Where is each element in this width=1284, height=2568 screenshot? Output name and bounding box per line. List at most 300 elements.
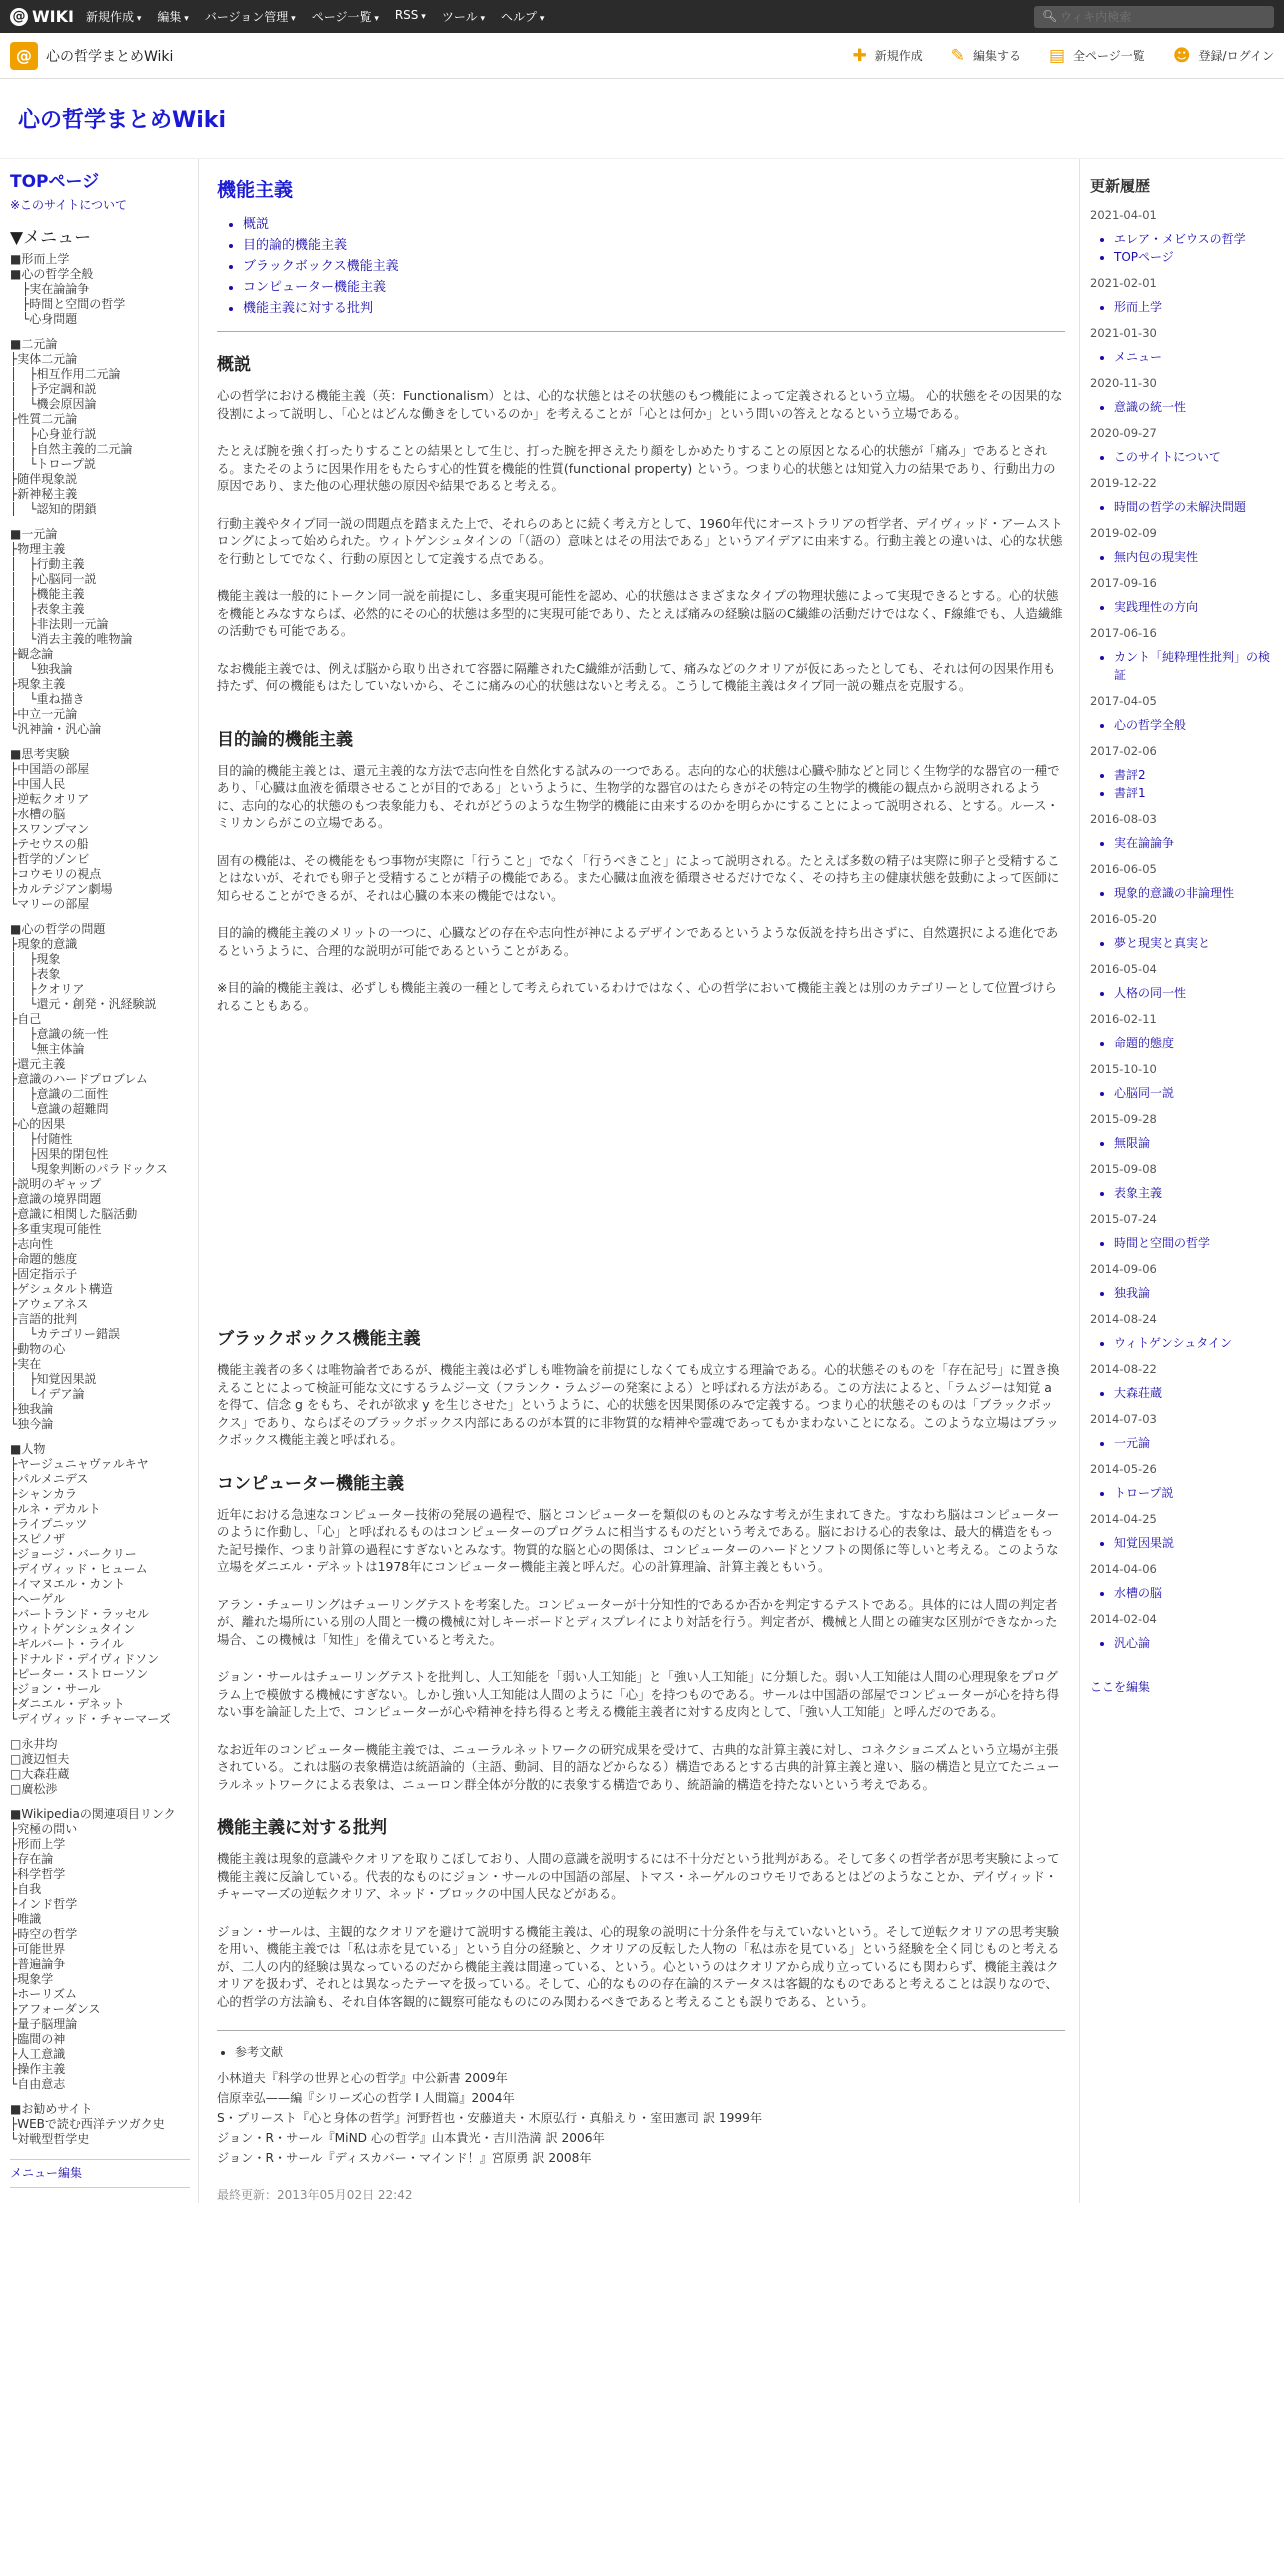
change-date: 2014-04-25 (1090, 1512, 1157, 1526)
change-link[interactable]: • 知覚因果説 (1114, 1534, 1274, 1552)
change-list (1090, 1534, 1274, 1552)
menu-group (10, 527, 190, 737)
change-link[interactable]: • カント「純粋理性批判」の検証 (1114, 648, 1274, 684)
change-list (1090, 1234, 1274, 1252)
change-link[interactable]: • TOPページ (1114, 248, 1274, 266)
site-title[interactable]: 心の哲学まとめWiki (18, 108, 226, 133)
change-date: 2015-07-24 (1090, 1212, 1157, 1226)
sidebar-item[interactable]: │ └消去主義的唯物論 (10, 632, 133, 646)
change-link[interactable]: • 表象主義 (1114, 1184, 1274, 1202)
sidebar-item[interactable]: ├中国語の部屋 (10, 762, 90, 776)
change-link[interactable]: • 時間の哲学の未解決問題 (1114, 498, 1274, 516)
edit-button[interactable] (951, 46, 1021, 66)
change-date: 2017-04-05 (1090, 694, 1157, 708)
menu-group (10, 252, 190, 327)
sidebar-item[interactable]: │ ├非法則一元論 (10, 617, 109, 631)
edit-label: 編集する (972, 49, 1021, 63)
change-date: 2016-08-03 (1090, 812, 1157, 826)
change-link[interactable]: • 心脳同一説 (1114, 1084, 1274, 1102)
sidebar-item[interactable]: └対戦型哲学史 (10, 2132, 90, 2146)
change-link[interactable]: • このサイトについて (1114, 448, 1274, 466)
change-date: 2017-02-06 (1090, 744, 1157, 758)
paragraph: 目的論的機能主義とは、還元主義的な方法で志向性を自然化する試みの一つである。志向的な心的状態は心臓や肺などと同じく生物学的な器官の一種であり、「心臓は血液を循環させることが目的である」というように、生物学的な器官のはたらきがその特定の生物学的機能の観点から説明されるように、志向的な心的状態のもつ表象能力も、それがどうのような生物学的機能に由来するのかを明らかにすることによって説明される、とする。ルース・ミリカンらがこの立場である。 (217, 762, 1060, 830)
change-link[interactable]: • 時間と空間の哲学 (1114, 1234, 1274, 1252)
sidebar-item[interactable]: │ ├心身並行説 (10, 427, 97, 441)
sidebar-item[interactable]: └汎神論・汎心論 (10, 722, 102, 736)
sidebar-item[interactable]: │ └重ね描き (10, 692, 85, 706)
change-list (1090, 1084, 1274, 1102)
login-button[interactable] (1173, 46, 1274, 66)
paragraph: たとえば腕を強く打ったりすることの結果として生じ、打った腕を押さえたり顔をしかめたりすることの原因となる心的状態が「痛み」であるとされる。またそのように因果作用をもたらす心的性質を機能的性質(functional property) という。つまり心的状態とは知覚入力の結果であり、行動出力の原因であり、また他の心理状態の原因や結果であると考える。 (217, 443, 1056, 493)
sidebar-item[interactable]: ├存在論 (10, 1852, 54, 1866)
sidebar-item[interactable]: ├物理主義 (10, 542, 66, 556)
sidebar-item[interactable]: └自由意志 (10, 2077, 66, 2091)
change-date: 2014-04-06 (1090, 1562, 1157, 1576)
menu-group (10, 1442, 190, 1727)
sidebar-item[interactable]: │ ├表象主義 (10, 602, 85, 616)
sidebar-item[interactable]: ├パルメニデス (10, 1472, 89, 1486)
change-link[interactable]: • 書評1 (1114, 784, 1274, 802)
sidebar-item[interactable]: │ └トロープ説 (10, 457, 96, 471)
change-link[interactable]: • 意識の統一性 (1114, 398, 1274, 416)
change-link[interactable]: • 心の哲学全般 (1114, 716, 1274, 734)
menu-group (10, 1737, 190, 1797)
sidebar-item[interactable]: ├スワンプマン (10, 822, 90, 836)
sidebar-item[interactable]: ├唯識 (10, 1912, 42, 1926)
sidebar-item[interactable]: │ └現象判断のパラドックス (10, 1162, 168, 1176)
sidebar-item[interactable]: └マリーの部屋 (10, 897, 90, 911)
paragraph: ※目的論的機能主義は、必ずしも機能主義の一種として考えられているわけではなく、心の哲学において機能主義とは別のカテゴリーとして位置づけられることもある。 (217, 980, 1057, 1013)
sidebar-item[interactable]: ├ホーリズム (10, 1987, 77, 2001)
change-link[interactable]: • エレア・メビウスの哲学 (1114, 230, 1274, 248)
references-heading: • 参考文献 (235, 2043, 1065, 2060)
change-list (1090, 984, 1274, 1002)
sidebar-item[interactable]: ├ジョン・サール (10, 1682, 101, 1696)
sub-header (0, 33, 1284, 79)
menu-group (10, 1807, 190, 2092)
paragraph: 心の哲学における機能主義（英：Functionalism）とは、心的な状態とはその状態のもつ機能によって定義されるという立場。 心的状態をその因果的な役割によって説明し、「心とはどんな働きをしているのか」を考えることが「心とは何か」という問いの答えとなるという立場である。 (217, 388, 1063, 421)
change-link[interactable]: • 人格の同一性 (1114, 984, 1274, 1002)
divider (217, 331, 1065, 332)
change-link[interactable]: • トロープ説 (1114, 1484, 1274, 1502)
sidebar-item[interactable]: ├カルテジアン劇場 (10, 882, 113, 896)
sidebar-item[interactable]: ├時空の哲学 (10, 1927, 78, 1941)
change-link[interactable]: • 書評2 (1114, 766, 1274, 784)
sidebar-item[interactable]: □廣松渉 (10, 1782, 58, 1796)
sidebar-item[interactable]: │ └還元・創発・汎経験説 (10, 997, 157, 1011)
sidebar-item[interactable]: ├実在論論争 (10, 282, 90, 296)
change-link[interactable]: • 独我論 (1114, 1284, 1274, 1302)
sidebar-item[interactable]: │ ├心脳同一説 (10, 572, 97, 586)
change-date: 2014-05-26 (1090, 1462, 1157, 1476)
sidebar-item[interactable]: ├水槽の脳 (10, 807, 66, 821)
change-list (1090, 1034, 1274, 1052)
change-link[interactable]: • 汎心論 (1114, 1634, 1274, 1652)
page-title: 機能主義 (217, 179, 294, 201)
sidebar-item[interactable]: ├意識のハードプロブレム (10, 1072, 148, 1086)
sidebar-item[interactable]: ■形而上学 (10, 252, 70, 266)
sidebar-menu (10, 252, 190, 2147)
sidebar-item[interactable]: ├説明のギャップ (10, 1177, 102, 1191)
sidebar-item[interactable]: ├現象的意識 (10, 937, 78, 951)
sidebar-item[interactable]: │ ├予定調和説 (10, 382, 97, 396)
sidebar-item[interactable]: ├哲学的ゾンビ (10, 852, 90, 866)
sidebar-item[interactable]: ■人物 (10, 1442, 46, 1456)
sidebar-item[interactable]: ■二元論 (10, 337, 58, 351)
sidebar-item[interactable]: ├意識の境界問題 (10, 1192, 102, 1206)
menu-rss[interactable]: RSS ▾ (395, 8, 426, 25)
menu-group (10, 922, 190, 1432)
change-link[interactable]: • 一元論 (1114, 1434, 1274, 1452)
reference-item: 信原幸弘——編『シリーズ心の哲学 I 人間篇』2004年 (217, 2091, 515, 2105)
change-link[interactable]: • 命題的態度 (1114, 1034, 1274, 1052)
sidebar-item[interactable]: ├コウモリの視点 (10, 867, 102, 881)
wiki-logo[interactable] (10, 7, 74, 26)
change-list (1090, 1384, 1274, 1402)
sidebar-item[interactable]: │ └認知的閉鎖 (10, 502, 97, 516)
section-heading: 機能主義に対する批判 (217, 1818, 387, 1838)
sidebar-item[interactable]: ├インド哲学 (10, 1897, 78, 1911)
sidebar-item[interactable]: ├ジョージ・バークリー (10, 1547, 137, 1561)
sidebar-item[interactable]: ├科学哲学 (10, 1867, 66, 1881)
sidebar-item[interactable]: ├ダニエル・デネット (10, 1697, 125, 1711)
sidebar-item[interactable]: └心身問題 (10, 312, 78, 326)
sidebar-item[interactable]: │ ├付随性 (10, 1132, 73, 1146)
new-page-label: 新規作成 (874, 49, 923, 63)
change-date: 2019-12-22 (1090, 476, 1157, 490)
search-input[interactable] (1034, 6, 1274, 28)
sidebar-item[interactable]: │ └機会原因論 (10, 397, 97, 411)
references-list (235, 2043, 1065, 2060)
change-list (1090, 934, 1274, 952)
change-list (1090, 348, 1274, 366)
all-pages-label: 全ページ一覧 (1073, 49, 1145, 63)
change-list (1090, 716, 1274, 734)
change-list (1090, 398, 1274, 416)
sidebar-item[interactable]: ├アウェアネス (10, 1297, 89, 1311)
paragraph: 機能主義者の多くは唯物論者であるが、機能主義は必ずしも唯物論を前提にしなくても成立する理論である。心的状態そのものを「存在記号」に置き換えることによって検証可能な文にするラムジー文（フランク・ラムジーの発案による）と呼ばれる方法がある。この方法によると、「ラムジーは知覚 a を得て、信念 g をもち、それが欲求 y を生じさせた」というように、心的状態を因果関係のみで定義する。つまり心的状態そのものは「ブラックボックス」であり、ならばそのブラックボックス内部にあるのが本質的に非物質的な精神や霊魂であってもかまわないことになる。このような立場はブラックボックス機能主義と呼ばれる。 (217, 1362, 1060, 1447)
sidebar-item[interactable]: ├スピノザ (10, 1532, 66, 1546)
sidebar-item[interactable]: ├形而上学 (10, 1837, 66, 1851)
change-date: 2014-02-04 (1090, 1612, 1157, 1626)
sidebar-item[interactable]: ├固定指示子 (10, 1267, 78, 1281)
pencil-icon: ✎ (950, 45, 965, 66)
sidebar-item[interactable]: ├自我 (10, 1882, 42, 1896)
reference-item: S・プリースト『心と身体の哲学』河野哲也・安藤道夫・木原弘行・真船えり・室田憲司 訳 1999年 (217, 2111, 763, 2125)
sidebar-item[interactable]: ├シャンカラ (10, 1487, 77, 1501)
sidebar-item[interactable]: │ └無主体論 (10, 1042, 85, 1056)
paragraph: 機能主義は一般的にトークン同一説を前提にし、多重実現可能性を認め、心的状態はさまざまなタイプの物理状態によって実現できるとする。心的状態を機能とみなすならば、必然的にその心的状態は多型的に実現可能であり、たとえば痛みの経験は脳のC繊維の活動だけではなく、F線維でも、人造繊維の活動でも可能である。 (217, 588, 1063, 638)
change-list (1090, 230, 1274, 266)
recent-changes-title: 更新履歴 (1090, 177, 1151, 195)
change-list (1090, 298, 1274, 316)
sidebar-item[interactable]: │ ├相互作用二元論 (10, 367, 121, 381)
sidebar-item[interactable]: │ └意識の超難問 (10, 1102, 109, 1116)
change-list (1090, 1434, 1274, 1452)
sidebar-item[interactable]: ├動物の心 (10, 1342, 66, 1356)
sidebar-item[interactable]: ├中国人民 (10, 777, 66, 791)
change-date: 2014-07-03 (1090, 1412, 1157, 1426)
sidebar-item[interactable]: ├逆転クオリア (10, 792, 90, 806)
section-heading: 目的論的機能主義 (217, 729, 353, 750)
change-date: 2015-09-28 (1090, 1112, 1157, 1126)
sidebar-item[interactable]: ├ライプニッツ (10, 1517, 88, 1531)
paragraph: なお機能主義では、例えば脳から取り出されて容器に隔離されたC繊維が活動して、痛みなどのクオリアが仮にあったとしても、それは何の因果作用も持たず、何の機能もはたしていないから、そこに痛みの心的状態はないと考える。こうして機能主義はタイプ同一説の難点を克服する。 (217, 660, 1056, 693)
change-list (1090, 1634, 1274, 1652)
top-page-link[interactable]: TOPページ (10, 172, 100, 192)
change-date: 2016-06-05 (1090, 862, 1157, 876)
site-name: 心の哲学まとめWiki (46, 48, 174, 65)
menu-heading: ▼メニュー (10, 228, 92, 248)
sidebar-item[interactable]: ├ヤージュニャヴァルキヤ (10, 1457, 149, 1471)
document-icon: ▤ (1048, 45, 1066, 66)
sidebar-item[interactable]: ├WEBで読む西洋テツガク史 (10, 2117, 165, 2131)
sidebar-item[interactable]: ├ウィトゲンシュタイン (10, 1622, 136, 1636)
login-label: 登録/ログイン (1198, 49, 1274, 63)
search-icon: 🔍︎ (1042, 8, 1058, 23)
sidebar-item[interactable]: ├命題的態度 (10, 1252, 78, 1266)
sidebar-item[interactable]: └デイヴィッド・チャーマーズ (10, 1712, 171, 1726)
sidebar-item[interactable]: ├テセウスの船 (10, 837, 89, 851)
sidebar-item[interactable]: │ ├行動主義 (10, 557, 85, 571)
menu-edit[interactable]: 編集 ▾ (157, 8, 188, 25)
paragraph: ジョン・サールはチューリングテストを批判し、人工知能を「弱い人工知能」と「強い人工知能」に分類した。弱い人工知能は人間の心理現象をプログラム上で模倣する機械にすぎない。しかし強い人工知能は人間のように「心」を持つものである。サールは中国語の部屋でコンピューターが心を持ち得ない事を論証した上で、コンピューターが心や精神を持ち得ると考える機能主義者に対する皮肉として、「強い人工知能」と呼んだのである。 (217, 1669, 1060, 1719)
change-link[interactable]: • メニュー (1114, 348, 1274, 366)
right-sidebar (1080, 159, 1284, 2203)
sidebar-item[interactable]: ├ルネ・デカルト (10, 1502, 101, 1516)
sidebar-item[interactable]: ■思考実験 (10, 747, 70, 761)
change-date: 2017-09-16 (1090, 576, 1157, 590)
sidebar-item[interactable]: ■Wikipediaの関連項目リンク (10, 1807, 176, 1821)
sidebar-item[interactable]: ├可能世界 (10, 1942, 66, 1956)
sidebar-item[interactable]: ├バートランド・ラッセル (10, 1607, 149, 1621)
change-link[interactable]: • 水槽の脳 (1114, 1584, 1274, 1602)
search-box (1034, 6, 1274, 28)
sidebar-item[interactable]: │ └イデア論 (10, 1387, 85, 1401)
section-heading: コンピューター機能主義 (217, 1473, 404, 1494)
left-sidebar (0, 159, 198, 2203)
sidebar-item[interactable]: ├人工意識 (10, 2047, 66, 2061)
sidebar-item[interactable]: □永井均 (10, 1737, 58, 1751)
plus-icon: ✚ (852, 45, 867, 66)
paragraph: 機能主義は現象的意識やクオリアを取りこぼしており、人間の意識を説明するには不十分だという批判がある。そして多くの哲学者が思考実験によって機能主義に反論している。代表的なものにジョン・サールの中国語の部屋、トマス・ネーゲルのコウモリであるとはどのようなことか、デイヴィッド・チャーマーズの逆転クオリア、ネッド・ブロックの中国人民などがある。 (217, 1851, 1060, 1901)
sidebar-item[interactable]: │ ├クオリア (10, 982, 85, 996)
sidebar-item[interactable]: ├ゲシュタルト構造 (10, 1282, 113, 1296)
menu-help[interactable]: ヘルプ ▾ (501, 8, 544, 25)
change-list (1090, 834, 1274, 852)
change-list (1090, 448, 1274, 466)
sidebar-item[interactable]: ■心の哲学の問題 (10, 922, 106, 936)
user-add-icon: ☻ (1172, 45, 1191, 66)
sidebar-item[interactable]: ├新神秘主義 (10, 487, 78, 501)
sidebar-item[interactable]: ├自己 (10, 1012, 42, 1026)
reference-item: 小林道夫『科学の世界と心の哲学』中公新書 2009年 (217, 2071, 508, 2085)
change-list (1090, 1334, 1274, 1352)
change-date: 2016-02-11 (1090, 1012, 1157, 1026)
sidebar-item[interactable]: │ ├意識の統一性 (10, 1027, 109, 1041)
change-link[interactable]: • 現象的意識の非論理性 (1114, 884, 1274, 902)
change-list (1090, 884, 1274, 902)
last-updated: 最終更新：2013年05月02日 22:42 (217, 2188, 413, 2202)
toc-item[interactable]: • ブラックボックス機能主義 (243, 256, 1065, 277)
paragraph: ジョン・サールは、主観的なクオリアを避けて説明する機能主義は、心的現象の説明に十分条件を与えていないという。そして逆転クオリアの思考実験を用い、機能主義では「私は赤を見ている」という自分の経験と、クオリアの反転した人物の「私は赤を見ている」という経験を全く同じものと考えるが、二人の内的経験は異なっているのだから機能主義は間違っている、という。心というのはクオリアから成り立っているにも関わらず、機能主義はクオリアを扱わず、それとは異なったテーマを扱っている。そして、心的なものの存在論的ステータスは客観的なものであると考えることは誤りなので、心的哲学の方法論も、それ自体客観的に観察可能なものにのみ関わるべきであると考えることも誤りである、という。 (217, 1923, 1060, 2009)
change-list (1090, 548, 1274, 566)
paragraph: 近年における急速なコンピューター技術の発展の過程で、脳とコンピューターを類似のものとみなす考えが生まれてきた。すなわち脳はコンピューターのように作動し、「心」と呼ばれるものはコンピューターのプログラムに相当するものだという考えである。脳における心的表象は、最大的構造をもった記号操作、つまり計算の過程にすぎないとみなす。物質的な脳と心の関係は、コンピューターのハードとソフトの関係に等しいと考える。このような立場をダニエル・デネットは1978年にコンピューター機能主義と呼んだ。心の計算理論、計算主義ともいう。 (217, 1506, 1060, 1574)
new-page-button[interactable] (852, 46, 922, 66)
menu-version[interactable]: バージョン管理 ▾ (205, 8, 296, 25)
sidebar-item[interactable]: ├実体二元論 (10, 352, 78, 366)
sidebar-item[interactable]: ├随伴現象説 (10, 472, 78, 486)
toc-item[interactable]: • 目的論的機能主義 (243, 235, 1065, 256)
change-list (1090, 1584, 1274, 1602)
sidebar-item[interactable]: ├心的因果 (10, 1117, 66, 1131)
change-list (1090, 498, 1274, 516)
sidebar-item[interactable]: ├デイヴィッド・ヒューム (10, 1562, 148, 1576)
change-date: 2014-08-22 (1090, 1362, 1157, 1376)
change-date: 2015-09-08 (1090, 1162, 1157, 1176)
site-banner (0, 79, 1284, 159)
paragraph: 行動主義やタイプ同一説の問題点を踏まえた上で、それらのあとに続く考え方として、1960年代にオーストラリアの哲学者、デイヴィッド・アームストロングによって始められた。ウィトゲンシュタインの「（語の）意味とはその用法である」というアイデアに由来する。行動主義との違いは、心的な状態を行動としてでなく、行動の原因として定義する点である。 (217, 515, 1063, 566)
top-menu (86, 8, 544, 25)
sidebar-item[interactable]: ├実在 (10, 1357, 42, 1371)
change-date: 2019-02-09 (1090, 526, 1157, 540)
sidebar-item[interactable]: │ ├意識の二面性 (10, 1087, 109, 1101)
toc-item[interactable]: • 概説 (243, 214, 1065, 235)
toc-item[interactable]: • 機能主義に対する批判 (243, 298, 1065, 319)
reference-item: ジョン・R・サール『ディスカバー・マインド！』宮原勇 訳 2008年 (217, 2151, 592, 2165)
change-date: 2016-05-20 (1090, 912, 1157, 926)
sidebar-item[interactable]: ├性質二元論 (10, 412, 78, 426)
right-edit-link[interactable]: ここを編集 (1090, 1680, 1151, 1694)
page-layout (0, 159, 1284, 2203)
sidebar-item[interactable]: │ ├機能主義 (10, 587, 85, 601)
change-link[interactable]: • 無内包の現実性 (1114, 548, 1274, 566)
wiki-logo-text: WIKI (32, 7, 74, 26)
sidebar-item[interactable]: │ ├知覚因果説 (10, 1372, 97, 1386)
recent-changes-list (1090, 208, 1274, 1652)
sidebar-item[interactable]: ├独我論 (10, 1402, 54, 1416)
sidebar-item[interactable]: │ ├因果的閉包性 (10, 1147, 109, 1161)
paragraph: 目的論的機能主義のメリットの一つに、心臓などの存在や志向性が神によるデザインであるというような仮説を持ち出さずに、自然選択による進化であるというように、合理的な説明が可能であるということがある。 (217, 925, 1059, 958)
table-of-contents (243, 214, 1065, 319)
sidebar-item[interactable]: ├中立一元論 (10, 707, 78, 721)
sidebar-item[interactable]: ├ギルバート・ライル (10, 1637, 124, 1651)
change-link[interactable]: • 夢と現実と真実と (1114, 934, 1274, 952)
change-date: 2021-04-01 (1090, 208, 1157, 222)
sidebar-item[interactable]: ├アフォーダンス (10, 2002, 101, 2016)
header-actions (852, 46, 1274, 66)
change-list (1090, 1284, 1274, 1302)
sidebar-item[interactable]: │ ├自然主義的二元論 (10, 442, 133, 456)
sidebar-item[interactable]: ├意識に相関した脳活動 (10, 1207, 138, 1221)
change-list (1090, 598, 1274, 616)
sidebar-item[interactable]: ├還元主義 (10, 1057, 66, 1071)
menu-page-list[interactable]: ページ一覧 ▾ (312, 8, 379, 25)
change-date: 2021-01-30 (1090, 326, 1157, 340)
toc-item[interactable]: • コンピューター機能主義 (243, 277, 1065, 298)
top-bar (0, 0, 1284, 33)
divider (217, 2030, 1065, 2031)
change-link[interactable]: • 大森荘蔵 (1114, 1384, 1274, 1402)
menu-group (10, 747, 190, 912)
change-date: 2017-06-16 (1090, 626, 1157, 640)
sidebar-item[interactable]: └独今論 (10, 1417, 54, 1431)
all-pages-button[interactable] (1049, 46, 1145, 66)
change-link[interactable]: • 実在論論争 (1114, 834, 1274, 852)
change-list (1090, 1184, 1274, 1202)
sidebar-item[interactable]: ├言語的批判 (10, 1312, 78, 1326)
at-logo-icon: @ (10, 8, 28, 26)
change-link[interactable]: • 実践理性の方向 (1114, 598, 1274, 616)
paragraph: 固有の機能は、その機能をもつ事物が実際に「行うこと」でなく「行うべきこと」によって説明される。たとえば多数の精子は実際に卵子と受精することはないが、それでも卵子と受精することが精子の機能である。また心臓は血液を循環させるだけでなく、その持ち主の健康状態を鼓動によって医師に知らせることができるが、それは心臓の本来の機能ではない。 (217, 852, 1060, 903)
section-heading: 概説 (217, 355, 251, 375)
sidebar-item[interactable]: ├時間と空間の哲学 (10, 297, 126, 311)
site-link[interactable] (10, 42, 173, 70)
about-link[interactable]: ※このサイトについて (10, 198, 127, 212)
sidebar-item[interactable]: ├臨間の神 (10, 2032, 66, 2046)
sidebar-item[interactable]: ├究極の問い (10, 1822, 78, 1836)
change-link[interactable]: • ウィトゲンシュタイン (1114, 1334, 1274, 1352)
sidebar-item[interactable]: ├ピーター・ストローソン (10, 1667, 149, 1681)
section-heading: ブラックボックス機能主義 (217, 1329, 421, 1349)
change-date: 2016-05-04 (1090, 962, 1157, 976)
blank-space (217, 1034, 1065, 1306)
main-content (198, 159, 1080, 2203)
change-list (1090, 1484, 1274, 1502)
sidebar-item[interactable]: ├量子脳理論 (10, 2017, 78, 2031)
sidebar-item[interactable]: │ ├現象 (10, 952, 61, 966)
sidebar-item[interactable]: ├多重実現可能性 (10, 1222, 102, 1236)
menu-group (10, 2102, 190, 2147)
change-link[interactable]: • 形而上学 (1114, 298, 1274, 316)
sidebar-item[interactable]: ├観念論 (10, 647, 54, 661)
sidebar-item[interactable]: ■一元論 (10, 527, 58, 541)
paragraph: アラン・チューリングはチューリングテストを考案した。コンピューターが十分知性的であるか否かを判定するテストである。具体的には人間の判定者が、離れた場所にいる別の人間と一機の機械に対しキーボードとディスプレイにより対話を行う。判定者が、機械と人間との確実な区別ができなかった場合、この機械は「知性」を備えていると考えた。 (217, 1596, 1058, 1647)
menu-group (10, 337, 190, 517)
change-list (1090, 648, 1274, 684)
sidebar-item[interactable]: │ └独我論 (10, 662, 73, 676)
sidebar-item[interactable]: □渡辺恒夫 (10, 1752, 70, 1766)
sidebar-item[interactable]: ├志向性 (10, 1237, 54, 1251)
sidebar-item[interactable]: □大森荘蔵 (10, 1767, 70, 1781)
sidebar-item[interactable]: ├ヘーゲル (10, 1592, 65, 1606)
menu-edit-link[interactable]: メニュー編集 (10, 2159, 190, 2188)
change-date: 2014-09-06 (1090, 1262, 1157, 1276)
site-badge-icon: @ (10, 42, 38, 70)
menu-new[interactable]: 新規作成 ▾ (86, 8, 141, 25)
menu-tools[interactable]: ツール ▾ (442, 8, 485, 25)
change-list (1090, 766, 1274, 802)
sidebar-item[interactable]: ├現象主義 (10, 677, 66, 691)
change-date: 2015-10-10 (1090, 1062, 1157, 1076)
change-date: 2021-02-01 (1090, 276, 1157, 290)
change-date: 2014-08-24 (1090, 1312, 1157, 1326)
sidebar-item[interactable]: ├ドナルド・デイヴィドソン (10, 1652, 160, 1666)
sidebar-item[interactable]: ├普遍論争 (10, 1957, 66, 1971)
change-date: 2020-09-27 (1090, 426, 1157, 440)
sidebar-item[interactable]: │ └カテゴリー錯誤 (10, 1327, 120, 1341)
sidebar-item[interactable]: ■心の哲学全般 (10, 267, 94, 281)
change-list (1090, 1134, 1274, 1152)
sidebar-item[interactable]: ├イマヌエル・カント (10, 1577, 126, 1591)
sidebar-item[interactable]: ├操作主義 (10, 2062, 66, 2076)
sidebar-item[interactable]: ■お勧めサイト (10, 2102, 93, 2116)
change-link[interactable]: • 無限論 (1114, 1134, 1274, 1152)
sidebar-item[interactable]: ├現象学 (10, 1972, 54, 1986)
change-date: 2020-11-30 (1090, 376, 1157, 390)
reference-item: ジョン・R・サール『MiND 心の哲学』山本貴光・吉川浩満 訳 2006年 (217, 2131, 605, 2145)
sidebar-item[interactable]: │ ├表象 (10, 967, 61, 981)
